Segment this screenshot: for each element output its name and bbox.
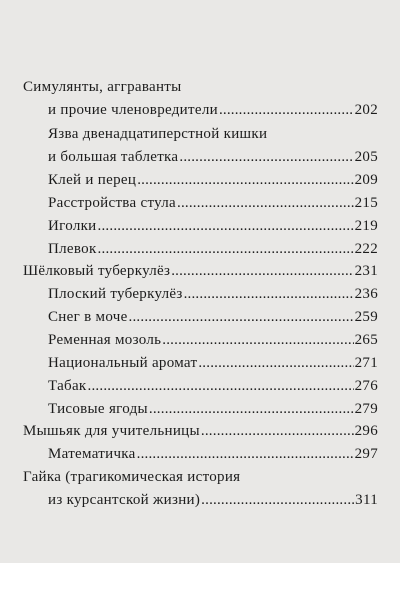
dot-leader [201,490,354,510]
toc-entry [48,444,378,464]
toc-entry [48,100,378,120]
toc-entry-title: Плоский туберкулёз [48,286,183,302]
toc-entry-title: Плевок [48,241,97,257]
page-margin-background [0,563,400,600]
toc-entry-title: Шёлковый туберкулёз [23,263,171,279]
toc-page-number: 209 [354,172,378,188]
toc-entry-title-line: Гайка (трагикомическая история [23,469,241,485]
toc-entry-title: Снег в моче [48,309,128,325]
toc-entry [23,261,378,281]
toc-page-number: 297 [354,446,378,462]
toc-page-number: 222 [354,241,378,257]
toc-entry [48,193,378,213]
dot-leader [98,239,354,259]
toc-entry [48,399,378,419]
dot-leader [201,421,354,441]
toc-page-number: 271 [354,355,378,371]
dot-leader [137,444,354,464]
toc-page-number: 231 [354,263,378,279]
toc-entry-title-line: Симулянты, агграванты [23,79,182,95]
toc-entry [48,353,378,373]
toc-entry [48,284,378,304]
dot-leader [184,284,354,304]
toc-entry-title: Иголки [48,218,97,234]
toc-entry-title: Расстройства стула [48,195,176,211]
toc-entry [23,421,378,441]
dot-leader [129,307,354,327]
toc-page-number: 296 [354,423,378,439]
toc-page-number: 311 [355,492,378,508]
toc-entry-title: Математичка [48,446,136,462]
toc-entry [48,147,378,167]
toc-entry-title: и прочие членовредители [48,102,218,118]
toc-entry [48,330,378,350]
dot-leader [177,193,354,213]
toc-entry [48,216,378,236]
toc-entry-title: из курсантской жизни) [48,492,201,508]
toc-entry [48,170,378,190]
toc-entry [48,239,378,259]
toc-entry-title: Национальный аромат [48,355,198,371]
toc-page-number: 236 [354,286,378,302]
toc-entry-title: Клей и перец [48,172,137,188]
toc-entry-title: Табак [48,378,87,394]
toc-page-number: 259 [354,309,378,325]
toc-page-number: 219 [354,218,378,234]
toc-page-number: 279 [354,401,378,417]
dot-leader [219,100,354,120]
dot-leader [198,353,353,373]
toc-entry-title: Ременная мозоль [48,332,162,348]
toc-page-number: 276 [354,378,378,394]
toc-entry [48,376,378,396]
dot-leader [179,147,353,167]
toc-page-number: 215 [354,195,378,211]
toc-page-number: 265 [354,332,378,348]
toc-entry-title: Мышьяк для учительницы [23,423,200,439]
toc-entry [48,490,378,510]
toc-page-number: 202 [354,102,378,118]
toc-entry-title: Тисовые ягоды [48,401,148,417]
toc-entry-title: и большая таблетка [48,149,179,165]
toc-page-number: 205 [354,149,378,165]
dot-leader [98,216,354,236]
dot-leader [171,261,353,281]
dot-leader [149,399,354,419]
dot-leader [162,330,353,350]
toc-entry-title-line: Язва двенадцатиперстной кишки [48,126,268,142]
dot-leader [88,376,354,396]
dot-leader [137,170,353,190]
toc-entry [48,307,378,327]
